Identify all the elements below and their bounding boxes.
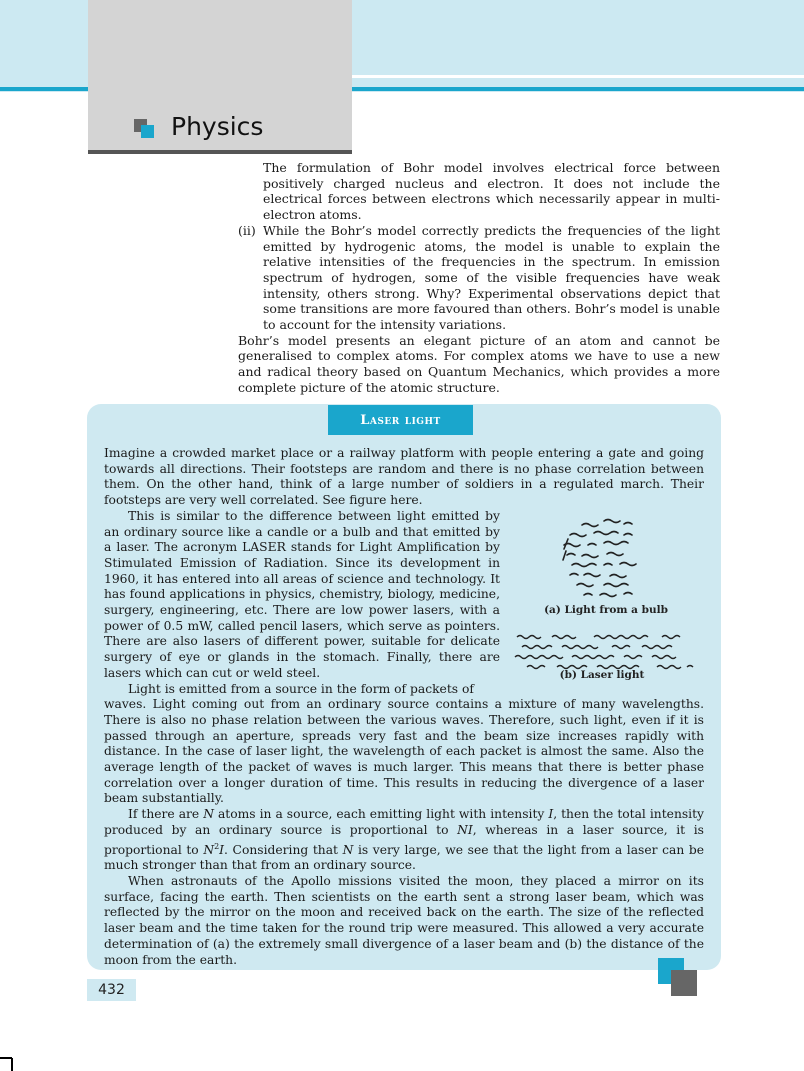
figure-caption-b: (b) Laser light — [559, 669, 645, 681]
box-paragraph-2: This is similar to the difference between light emitted by an ordinary source like a candle or a bulb and that emitted by a laser. The acronym LASER stands for Light Amplification by Stimulated Emission of Radiation. Since its development in 1960, it has entered into all areas of science and technology. It has found applications in physics, chemistry, biology, medicine, surgery, engineering, etc. There are low power lasers, with a power of 0.5 mW, called pencil lasers, which serve as pointers. There are also lasers of different power, suitable for delicate surgery of eye or glands in the stomach. Finally, there are lasers which can cut or weld steel. — [104, 508, 500, 680]
box-title — [328, 405, 473, 435]
chapter-header-rule — [88, 150, 352, 154]
list-item-ii — [238, 223, 720, 333]
page-number: 432 — [87, 979, 136, 1001]
logo-square-icon-blue — [141, 125, 154, 138]
corner-decoration-grey — [671, 970, 697, 996]
box-paragraph-4: If there are N atoms in a source, each emitting light with intensity I, then the total intensity produced by an ordinary source is proportional to NI, whereas in a laser source, it is proportional to $N^2I$. Considering that N is very large, we see that the light from a laser can be much stronger than that from an ordinary source. — [104, 807, 704, 873]
box-paragraph-3-rest: waves. Light coming out from an ordinary source contains a mixture of many wavelengths. There is also no phase relation between the various waves. Therefore, such light, even if it is passed through an aperture, spreads very fast and the beam size increases rapidly with distance. In the case of laser light, the wavelength of each packet is almost the same. Also the average length of the packet of waves is much larger. This means that there is better phase correlation over a longer duration of time. This results in reducing the divergence of a laser beam substantially. — [104, 697, 704, 806]
top-band-white-line — [352, 75, 804, 78]
bulb-light-waves — [563, 520, 636, 597]
corner-decoration-blue-overlay — [658, 958, 671, 970]
figure-caption-a: (a) Light from a bulb — [544, 604, 668, 616]
figure-illustration — [512, 515, 702, 685]
list-item-number: (ii) — [238, 222, 256, 238]
laser-light-waves — [515, 636, 693, 669]
figure-light-comparison — [512, 515, 702, 685]
body-text — [238, 160, 720, 396]
box-title-text: Laser light — [360, 412, 441, 428]
box-paragraph-1: Imagine a crowded market place or a railway platform with people entering a gate and going towards all directions. Their footsteps are random and there is no phase correlation between them. On the other hand, think of a large number of soldiers in a regulated march. Their footsteps are very well correlated. See figure here. — [104, 446, 704, 508]
item-i-continued: The formulation of Bohr model involves electrical force between positively charged nucleus and electron. It does not include the electrical forces between electrons which necessarily appear in multi-electron atoms. — [263, 160, 720, 223]
subject-title: Physics — [171, 112, 264, 141]
box-paragraph-5: When astronauts of the Apollo missions visited the moon, they placed a mirror on its surface, facing the earth. Then scientists on the earth sent a strong laser beam, which was reflected by the mirror on the moon and received back on the earth. The size of the reflected laser beam and the time taken for the round trip were measured. This allowed a very accurate determination of (a) the extremely small divergence of a laser beam and (b) the distance of the moon from the earth. — [104, 874, 704, 967]
list-item-text: While the Bohr’s model correctly predicts the frequencies of the light emitted by hydrogenic atoms, the model is unable to explain the relative intensities of the frequencies in the spectrum. In emission spectrum of hydrogen, some of the visible frequencies have weak intensity, others strong. Why? Experimental observations depict that some transitions are more favoured than others. Bohr’s model is unable to account for the intensity variations. — [263, 222, 720, 333]
box-paragraph-3-start: Light is emitted from a source in the form of packets of — [128, 681, 474, 696]
crop-mark-bottom-left-vertical — [11, 1058, 13, 1071]
closing-paragraph: Bohr’s model presents an elegant picture of an atom and cannot be generalised to complex atoms. For complex atoms we have to use a new and radical theory based on Quantum Mechanics, which provides a more complete picture of the atomic structure. — [238, 332, 720, 395]
